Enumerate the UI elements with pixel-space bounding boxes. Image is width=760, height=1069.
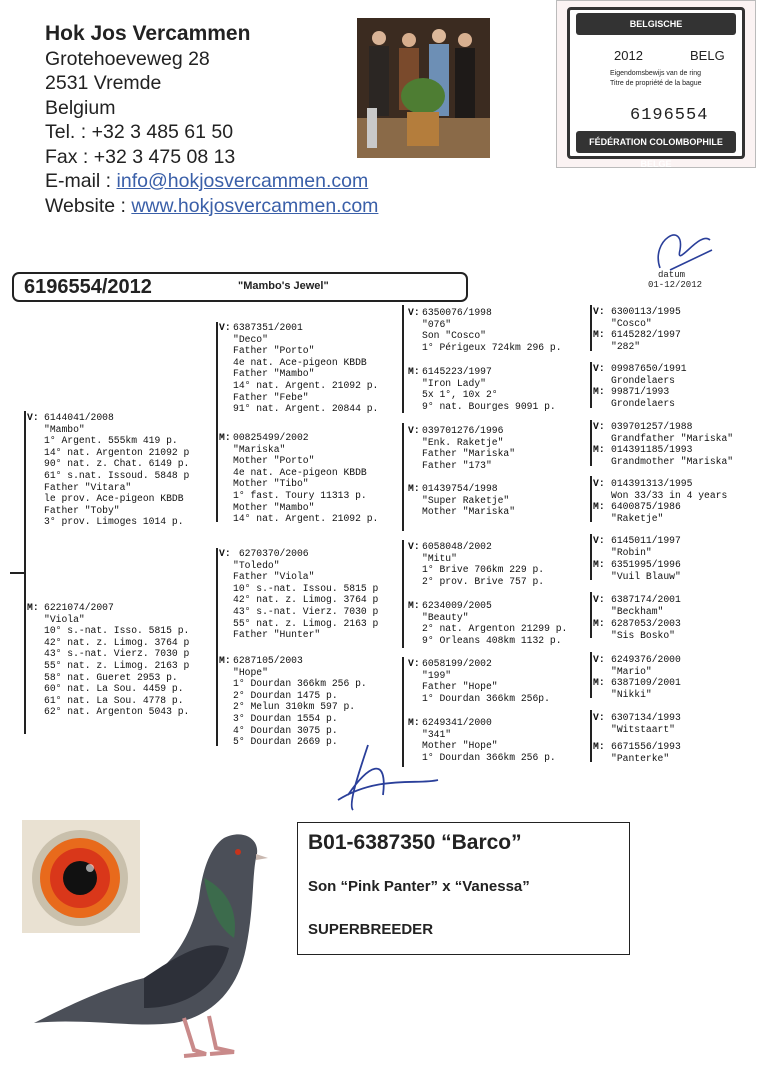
col4-bracket-4 — [590, 476, 592, 522]
tag-v: V: — [593, 421, 605, 432]
parent-father — [27, 412, 190, 528]
gggp-m4 — [593, 501, 681, 524]
street: Grotehoeveweg 28 — [45, 47, 210, 70]
tag-m: M: — [593, 677, 605, 688]
root-connector — [10, 572, 24, 574]
gggp-m6-text: 6287053/2003 "Sis Bosko" — [611, 618, 681, 641]
tag-v: V: — [593, 594, 605, 605]
tag-v: V: — [593, 478, 605, 489]
ggp-a2-text: 6145223/1997 "Iron Lady" 5x 1°, 10x 2° 9° nat. Bourges 9091 p. — [422, 366, 556, 412]
tag-v: V: — [593, 654, 605, 665]
certificate-bottom-banner: FÉDÉRATION COLOMBOPHILE BELGE — [576, 131, 736, 153]
group-photo — [357, 18, 490, 158]
email-row — [45, 169, 378, 194]
featured-pigeon-parents: Son “Pink Panter” x “Vanessa” — [308, 878, 530, 895]
grandparent-mf-text: 6270370/2006 "Toledo" Father "Viola" 10° s.-nat. Issou. 5815 p 42° nat. z. Limog. 3764 p 43° s.-nat. Vierz. 7030 p 55° nat. z. Limog. 2163 p Father "Hunter" — [233, 548, 379, 641]
col3-bracket-1 — [402, 305, 404, 413]
gggp-v3-text: 039701257/1988 Grandfather "Mariska" — [611, 421, 734, 444]
gggp-v7 — [593, 654, 681, 677]
ggp-c1-text: 6058048/2002 "Mitu" 1° Brive 706km 229 p. 2° prov. Brive 757 p. — [422, 541, 545, 587]
gggp-m5 — [593, 559, 681, 582]
ggp-b2 — [408, 483, 515, 518]
gggp-m1-text: 6145282/1997 "282" — [611, 329, 681, 352]
tag-m: M: — [593, 618, 605, 629]
pigeon-photo — [24, 818, 274, 1063]
ggp-d2-text: 6249341/2000 "341" Mother "Hope" 1° Dourdan 366km 256 p. — [422, 717, 556, 763]
tag-m: M: — [219, 655, 231, 666]
ggp-c2 — [408, 600, 567, 646]
tag-m: M: — [27, 602, 39, 613]
gggp-m1 — [593, 329, 681, 352]
tag-v: V: — [219, 322, 231, 333]
grandparent-ff-text: 6387351/2001 "Deco" Father "Porto" 4e nat. Ace-pigeon KBDB Father "Mambo" 14° nat. Argent. 21092 p. Father "Febe" 91° nat. Argent. 20844 p. — [233, 322, 379, 415]
gggp-v7-text: 6249376/2000 "Mario" — [611, 654, 681, 677]
ggp-a2 — [408, 366, 556, 412]
gggp-v5 — [593, 535, 681, 558]
ggp-b1 — [408, 425, 515, 471]
gggp-m2-text: 99871/1993 Grondelaers — [611, 386, 675, 409]
gggp-v1 — [593, 306, 681, 329]
tag-m: M: — [593, 386, 605, 397]
gggp-m8 — [593, 741, 681, 764]
tag-m: M: — [219, 432, 231, 443]
grandparent-mm-text: 6287105/2003 "Hope" 1° Dourdan 366km 256 p. 2° Dourdan 1475 p. 2° Melun 310km 597 p. 3° Dourdan 1554 p. 4° Dourdan 3075 p. 5° Dourdan 2669 p. — [233, 655, 367, 748]
country: Belgium — [45, 96, 116, 119]
gggp-m6 — [593, 618, 681, 641]
ring-certificate — [556, 0, 756, 168]
pigeon-name: "Mambo's Jewel" — [238, 280, 329, 292]
gggp-v8 — [593, 712, 681, 735]
col4-bracket-8 — [590, 710, 592, 762]
gggp-v2-text: 09987650/1991 Grondelaers — [611, 363, 687, 386]
ggp-c1 — [408, 541, 544, 587]
breeder-contact — [45, 22, 378, 218]
gggp-m3-text: 014391185/1993 Grandmother "Mariska" — [611, 444, 734, 467]
website-link[interactable]: www.hokjosvercammen.com — [131, 194, 379, 217]
ggp-c2-text: 6234009/2005 "Beauty" 2° nat. Argenton 21299 p. 9° Orleans 408km 1132 p. — [422, 600, 568, 646]
col1-bracket — [24, 411, 26, 734]
gggp-m7-text: 6387109/2001 "Nikki" — [611, 677, 681, 700]
tag-v: V: — [408, 658, 420, 669]
tag-v: V: — [593, 535, 605, 546]
telephone: Tel. : +32 3 485 61 50 — [45, 121, 234, 143]
grandparent-mm — [219, 655, 367, 748]
gggp-v1-text: 6300113/1995 "Cosco" — [611, 306, 681, 329]
gggp-m4-text: 6400875/1986 "Raketje" — [611, 501, 681, 524]
tag-v: V: — [219, 548, 231, 559]
website-row — [45, 194, 378, 219]
col3-bracket-3 — [402, 540, 404, 648]
handwritten-signature — [328, 735, 448, 825]
gggp-v5-text: 6145011/1997 "Robin" — [611, 535, 681, 558]
gggp-v6-text: 6387174/2001 "Beckham" — [611, 594, 681, 617]
gggp-m3 — [593, 444, 734, 467]
certificate-year: 2012 — [614, 48, 643, 63]
tag-m: M: — [408, 600, 420, 611]
gggp-m8-text: 6671556/1993 "Panterke" — [611, 741, 681, 764]
breeder-name: Hok Jos Vercammen — [45, 22, 251, 45]
certificate-number: 6196554 — [630, 106, 709, 125]
datum-label: datum — [658, 270, 686, 280]
tag-m: M: — [408, 717, 420, 728]
gggp-v4-text: 014391313/1995 Won 33/33 in 4 years — [611, 478, 728, 501]
tag-m: M: — [593, 444, 605, 455]
tag-v: V: — [593, 363, 605, 374]
ring-number: 6196554/2012 — [24, 276, 152, 298]
grandparent-fm — [219, 432, 379, 525]
parent-father-text: 6144041/2008 "Mambo" 1° Argent. 555km 419 p. 14° nat. Argenton 21092 p 90° nat. z. Chat. 6149 p. 61° s.nat. Issoud. 5848 p Father "Vitara" le prov. Ace-pigeon KBDB Father "Toby" 3° prov. Limoges 1014 p. — [44, 412, 190, 528]
col4-bracket-7 — [590, 652, 592, 698]
tag-v: V: — [408, 425, 420, 436]
website-label: Website : — [45, 194, 132, 217]
tag-v: V: — [408, 541, 420, 552]
col4-bracket-3 — [590, 420, 592, 466]
date-stamp — [648, 270, 702, 290]
ggp-b1-text: 039701276/1996 "Enk. Raketje" Father "Mariska" Father "173" — [422, 425, 516, 471]
ring-certificate-frame — [567, 7, 745, 169]
tag-v: V: — [27, 412, 39, 423]
col4-bracket-5 — [590, 534, 592, 580]
certificate-line-2: Titre de propriété de la bague — [610, 80, 702, 87]
certificate-top-banner: BELGISCHE DUIVENLIEFHEBBERSBOND — [576, 13, 736, 35]
parent-mother — [27, 602, 190, 718]
col4-bracket-6 — [590, 592, 592, 638]
pigeon-title-box — [12, 272, 468, 302]
featured-pigeon-label: SUPERBREEDER — [308, 921, 434, 938]
tag-m: M: — [593, 329, 605, 340]
tag-m: M: — [593, 741, 605, 752]
featured-pigeon-title: B01-6387350 “Barco” — [308, 831, 522, 854]
gggp-v3 — [593, 421, 734, 444]
gggp-v6 — [593, 594, 681, 617]
featured-pigeon-box — [297, 822, 630, 955]
email-label: E-mail : — [45, 170, 117, 192]
col4-bracket-2 — [590, 362, 592, 408]
tag-v: V: — [408, 307, 420, 318]
gggp-v2 — [593, 363, 687, 386]
ggp-d1 — [408, 658, 550, 704]
tag-m: M: — [593, 559, 605, 570]
gggp-m5-text: 6351995/1996 "Vuil Blauw" — [611, 559, 681, 582]
tag-m: M: — [408, 483, 420, 494]
col4-bracket-1 — [590, 305, 592, 351]
certificate-country: BELG — [690, 48, 725, 63]
ggp-a1-text: 6350076/1998 "076" Son "Cosco" 1° Périgeux 724km 296 p. — [422, 307, 562, 353]
gggp-v8-text: 6307134/1993 "Witstaart" — [611, 712, 681, 735]
certificate-line-1: Eigendomsbewijs van de ring — [610, 70, 702, 77]
city: 2531 Vremde — [45, 72, 162, 94]
col2-bracket-bottom — [216, 548, 218, 746]
tag-m: M: — [408, 366, 420, 377]
ggp-a1 — [408, 307, 562, 353]
col3-bracket-2 — [402, 423, 404, 531]
email-link[interactable]: info@hokjosvercammen.com — [116, 170, 369, 192]
gggp-v4 — [593, 478, 728, 501]
parent-mother-text: 6221074/2007 "Viola" 10° s.-nat. Isso. 5815 p. 42° nat. z. Limog. 3764 p 43° s.-nat. Vierz. 7030 p 55° nat. z. Limog. 2163 p 58° nat. Gueret 2953 p. 60° nat. La Sou. 4459 p. 61° nat. La Sou. 4778 p. 62° nat. Argenton 5043 p. — [44, 602, 190, 718]
grandparent-mf — [219, 548, 379, 641]
group-photo-drawing — [357, 18, 490, 158]
ggp-b2-text: 01439754/1998 "Super Raketje" Mother "Mariska" — [422, 483, 516, 518]
ggp-d1-text: 6058199/2002 "199" Father "Hope" 1° Dourdan 366km 256p. — [422, 658, 550, 704]
col2-bracket-top — [216, 322, 218, 522]
tag-v: V: — [593, 712, 605, 723]
grandparent-ff — [219, 322, 379, 415]
tag-v: V: — [593, 306, 605, 317]
fax: Fax : +32 3 475 08 13 — [45, 145, 236, 168]
datum-date: 01-12/2012 — [648, 280, 703, 290]
grandparent-fm-text: 00825499/2002 "Mariska" Mother "Porto" 4e nat. Ace-pigeon KBDB Mother "Tibo" 1° fast. Toury 11313 p. Mother "Mambo" 14° nat. Argent. 21092 p. — [233, 432, 379, 525]
gggp-m7 — [593, 677, 681, 700]
gggp-m2 — [593, 386, 675, 409]
tag-m: M: — [593, 501, 605, 512]
